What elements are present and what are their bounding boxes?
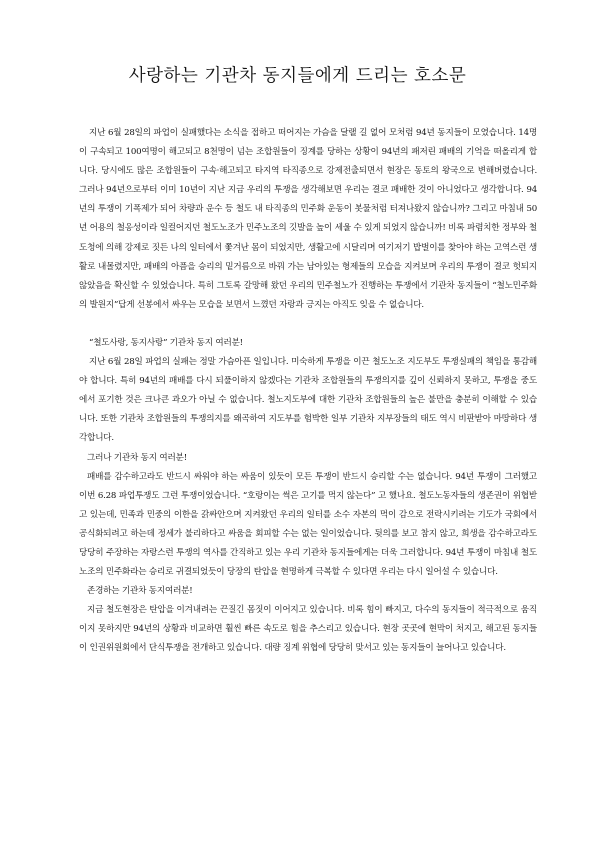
document-body xyxy=(79,124,537,659)
paragraph: 지금 철도현장은 탄압을 이겨내려는 끈질긴 몸짓이 이어지고 있습니다. 비록 힘이 빠지고, 다수의 동지들이 적극적으로 움직이지 못하지만 94년의 상황과 비교하면 훨씬 빠른 속도로 힘을 추스리고 있습니다. 현장 곳곳에 현막이 처지고, 해고된 동지들이 인권위원회에서 단식투쟁을 전개하고 있습니다. 대량 징계 위협에 당당히 맞서고 있는 동지들이 늘어나고 있습니다. xyxy=(79,605,537,654)
paragraph: 패배를 감수하고라도 반드시 싸워야 하는 싸움이 있듯이 모든 투쟁이 반드시 승리할 수는 없습니다. 94년 투쟁이 그러했고 이번 6.28 파업투쟁도 그런 투쟁이었습니다. “호랑이는 썩은 고기를 먹지 않는다” 고 했나요. 철도노동자들의 생존권이 위협받고 있는데, 민족과 민중의 이한을 갉싸안으며 지켜왔던 우리의 일터를 소수 자본의 먹이 감으로 전락시키려는 기도가 국회에서 공식화되려고 하는데 정세가 불리하다고 싸움을 회피할 수는 없는 일이었습니다. 뒷의를 보고 참지 않고, 희생을 감수하고라도 당당히 주장하는 자랑스런 투쟁의 역사를 간직하고 있는 우리 기관차 동지들에게는 더욱 그러합니다. 94년 투쟁이 마침내 철도노조의 민주화라는 승리로 귀결되었듯이 당장의 탄압을 현명하게 극복할 수 있다면 우리는 다시 일어설 수 있습니다. xyxy=(79,471,537,578)
paragraph: 지난 6월 28일 파업의 실패는 정말 가슴아픈 일입니다. 미숙하게 투쟁을 이끈 철도노조 지도부도 투쟁실패의 책임을 통감해야 합니다. 특히 94년의 패배를 다시 되풀이하지 않겠다는 기관차 조합원들의 투쟁의지를 깊이 신뢰하지 못하고, 투쟁을 중도에서 포기한 것은 크나큰 과오가 아닐 수 없습니다. 철노지도부에 대한 기관차 조합원들의 높은 불만을 충분히 이해할 수 있습니다. 또한 기관차 조합원들의 투쟁의지를 왜곡하여 지도부를 험박한 일부 기관차 지부장들의 태도 역시 비판받아 마땅하다 생각합니다. xyxy=(79,357,537,444)
section-heading: 존경하는 기관차 동지여러분! xyxy=(87,586,193,597)
section-heading: 그러나 기관차 동지 여러분! xyxy=(87,452,187,463)
document-title: 사랑하는 기관차 동지들에게 드리는 호소문 xyxy=(128,66,467,86)
paragraph: 지난 6월 28일의 파업이 실패했다는 소식을 접하고 떠어지는 가슴을 달랠 길 없어 모처럼 94년 동지들이 모였습니다. 14명이 구속되고 100여명이 해고되고 8천명이 넘는 조합원들이 징계를 당하는 상황이 94년의 패저린 패배의 기억을 떠올리게 합니다. 당시에도 많은 조합원들이 구속·해고되고 타지역 타직종으로 강제전출되면서 현장은 동토의 왕국으로 변해버렸습니다. 그러나 94년으로부터 이미 10년이 지난 지금 우리의 투쟁을 생각해보면 우리는 결코 패배한 것이 아니었다고 생각합니다. 94년의 투쟁이 기폭제가 되어 차량과 운수 등 철도 내 타직종의 민주화 운동이 봇물처럼 터져나왔지 않습니까? 그리고 마침내 50년 어용의 철옹성이라 일컬어지던 철도노조가 민주노조의 깃발을 높이 세울 수 있게 되었지 않습니까! 비록 파렴치한 정부와 철도청에 의해 강제로 짓든 나의 일터에서 쫓겨난 몸이 되었지만, 생활고에 시달리며 여기저기 밥벌이를 찾아야 하는 고역스런 생활로 내몰렸지만, 패배의 아픔을 승리의 밑거름으로 바꿔 가는 남아있는 형제들의 모습을 지켜보며 우리의 투쟁이 결코 헛되지 않았음을 확신할 수 있었습니다. 특히 그토록 갈망해 왔던 우리의 민주철노가 진행하는 투쟁에서 기관차 동지들이 “철노민주화의 발원지”답게 선봉에서 싸우는 모습을 보면서 느꼈던 자랑과 긍지는 아직도 잊을 수 없습니다. xyxy=(79,128,537,310)
paragraph-gap xyxy=(79,315,537,334)
section-heading: “철도사랑, 동지사랑” 기관차 동지 여러분! xyxy=(89,337,243,348)
